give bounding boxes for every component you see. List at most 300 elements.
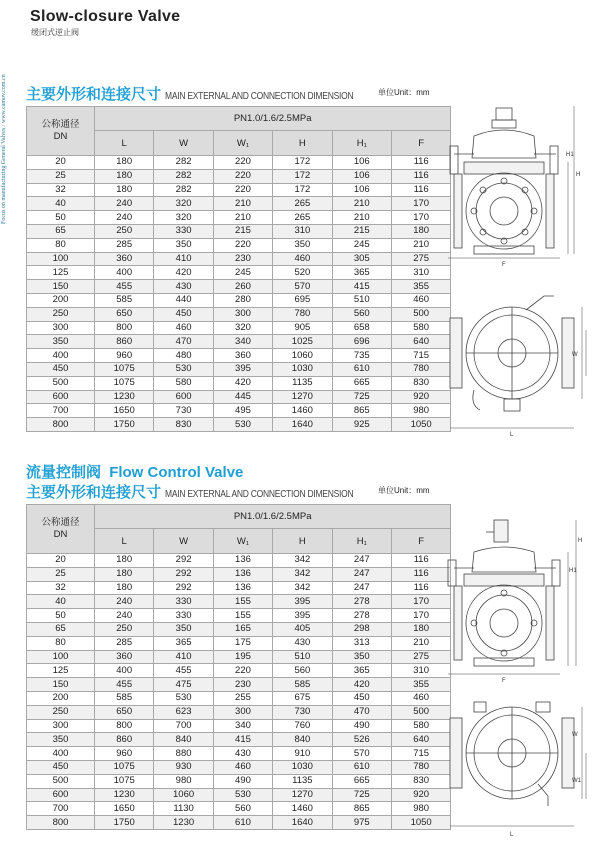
dimension-cell: 365 xyxy=(332,664,391,678)
dimension-cell: 230 xyxy=(213,252,272,266)
dimension-cell: 490 xyxy=(332,719,391,733)
dimension-cell: 310 xyxy=(273,224,332,238)
dimension-cell: 395 xyxy=(213,362,272,376)
col-header: L xyxy=(95,131,154,156)
dimension-cell: 320 xyxy=(154,211,213,225)
section2-subheading xyxy=(26,481,430,502)
dimension-cell: 175 xyxy=(213,636,272,650)
col-header: W xyxy=(154,131,213,156)
page-subtitle: 缓闭式逆止阀 xyxy=(31,28,79,37)
dimension-cell: 455 xyxy=(95,280,154,294)
dimension-cell: 278 xyxy=(332,595,391,609)
dimension-cell: 910 xyxy=(273,747,332,761)
dimension-cell: 780 xyxy=(391,362,450,376)
dimension-cell: 980 xyxy=(391,404,450,418)
dimension-cell: 1650 xyxy=(95,802,154,816)
dimension-cell: 172 xyxy=(273,156,332,170)
col-header: W xyxy=(154,529,213,554)
dn-cell: 25 xyxy=(27,169,95,183)
dimension-cell: 1030 xyxy=(273,362,332,376)
table-row xyxy=(27,719,451,733)
dimension-cell: 210 xyxy=(332,197,391,211)
dimension-cell: 292 xyxy=(154,567,213,581)
dimension-cell: 210 xyxy=(332,211,391,225)
dimension-cell: 280 xyxy=(213,293,272,307)
dimension-cell: 210 xyxy=(213,197,272,211)
dimension-cell: 360 xyxy=(95,252,154,266)
dimension-cell: 1050 xyxy=(391,418,450,432)
dimension-cell: 172 xyxy=(273,169,332,183)
dimension-cell: 155 xyxy=(213,609,272,623)
dimension-cell: 240 xyxy=(95,211,154,225)
dimension-cell: 610 xyxy=(332,760,391,774)
dimension-cell: 1270 xyxy=(273,788,332,802)
dimension-cell: 865 xyxy=(332,802,391,816)
dimension-cell: 830 xyxy=(391,376,450,390)
dimension-cell: 585 xyxy=(273,678,332,692)
dimension-cell: 865 xyxy=(332,404,391,418)
dimension-cell: 340 xyxy=(213,719,272,733)
dimension-cell: 305 xyxy=(332,252,391,266)
dimension-cell: 780 xyxy=(391,760,450,774)
dimension-cell: 245 xyxy=(332,238,391,252)
dimension-cell: 395 xyxy=(273,609,332,623)
dimension-cell: 405 xyxy=(273,622,332,636)
dimension-cell: 420 xyxy=(154,266,213,280)
dimension-cell: 250 xyxy=(95,224,154,238)
dimension-cell: 665 xyxy=(332,376,391,390)
dimension-cell: 240 xyxy=(95,595,154,609)
dimension-cell: 292 xyxy=(154,554,213,568)
dimension-cell: 265 xyxy=(273,211,332,225)
table-row xyxy=(27,321,451,335)
dn-cell: 150 xyxy=(27,678,95,692)
dimension-cell: 170 xyxy=(391,595,450,609)
dimension-cell: 395 xyxy=(273,595,332,609)
table-row xyxy=(27,335,451,349)
dimension-cell: 180 xyxy=(95,554,154,568)
dimension-cell: 1050 xyxy=(391,816,450,830)
dimension-cell: 500 xyxy=(391,705,450,719)
valve-top-drawing-1 xyxy=(444,290,594,440)
dimension-cell: 696 xyxy=(332,335,391,349)
dimension-cell: 960 xyxy=(95,349,154,363)
dimension-cell: 1640 xyxy=(273,816,332,830)
valve-front-drawing-2 xyxy=(444,512,594,692)
dimension-cell: 350 xyxy=(332,650,391,664)
table-row xyxy=(27,293,451,307)
dimension-cell: 1460 xyxy=(273,802,332,816)
dimension-cell: 355 xyxy=(391,280,450,294)
dimension-cell: 640 xyxy=(391,335,450,349)
dimension-cell: 455 xyxy=(95,678,154,692)
dimension-cell: 1075 xyxy=(95,774,154,788)
col-header: H xyxy=(273,529,332,554)
dimension-cell: 292 xyxy=(154,581,213,595)
dimension-cell: 415 xyxy=(213,733,272,747)
dimension-cell: 800 xyxy=(95,719,154,733)
dimension-cell: 400 xyxy=(95,266,154,280)
dim-label-H: H xyxy=(578,538,583,544)
col-header: L xyxy=(95,529,154,554)
dimension-cell: 880 xyxy=(154,747,213,761)
dimension-cell: 440 xyxy=(154,293,213,307)
dimension-cell: 240 xyxy=(95,609,154,623)
dimension-cell: 415 xyxy=(332,280,391,294)
dimension-cell: 930 xyxy=(154,760,213,774)
table-row xyxy=(27,678,451,692)
table-row xyxy=(27,376,451,390)
dimension-cell: 136 xyxy=(213,567,272,581)
dn-cell: 350 xyxy=(27,335,95,349)
section2-title-cn: 主要外形和连接尺寸 xyxy=(26,484,162,501)
dimension-cell: 623 xyxy=(154,705,213,719)
dimension-cell: 180 xyxy=(95,567,154,581)
dimension-cell: 116 xyxy=(391,169,450,183)
dimension-cell: 350 xyxy=(154,622,213,636)
table-row xyxy=(27,774,451,788)
dimension-cell: 455 xyxy=(154,664,213,678)
dimension-cell: 282 xyxy=(154,169,213,183)
dn-cell: 65 xyxy=(27,622,95,636)
table-row xyxy=(27,280,451,294)
dimension-cell: 470 xyxy=(332,705,391,719)
dn-cell: 300 xyxy=(27,321,95,335)
table-row xyxy=(27,197,451,211)
table-row xyxy=(27,747,451,761)
dimension-cell: 116 xyxy=(391,183,450,197)
dimension-cell: 460 xyxy=(391,691,450,705)
dimension-cell: 1750 xyxy=(95,816,154,830)
dn-cell: 50 xyxy=(27,609,95,623)
col-header: F xyxy=(391,529,450,554)
dimension-cell: 725 xyxy=(332,788,391,802)
dimension-cell: 155 xyxy=(213,595,272,609)
dn-cell: 300 xyxy=(27,719,95,733)
dimension-cell: 650 xyxy=(95,307,154,321)
dn-cell: 800 xyxy=(27,418,95,432)
dimension-cell: 530 xyxy=(154,362,213,376)
dimension-cell: 247 xyxy=(332,581,391,595)
dimension-cell: 165 xyxy=(213,622,272,636)
dimension-cell: 520 xyxy=(273,266,332,280)
valve-front-drawing-1 xyxy=(444,96,594,276)
dimension-cell: 420 xyxy=(213,376,272,390)
table-row xyxy=(27,567,451,581)
table-row xyxy=(27,664,451,678)
dn-header: 公称通径 DN xyxy=(27,505,95,554)
dim-label-L: L xyxy=(510,832,514,838)
table-row xyxy=(27,760,451,774)
table-row xyxy=(27,224,451,238)
dimension-cell: 925 xyxy=(332,418,391,432)
dimension-cell: 760 xyxy=(273,719,332,733)
dimension-cell: 106 xyxy=(332,156,391,170)
dimension-cell: 695 xyxy=(273,293,332,307)
dn-cell: 80 xyxy=(27,636,95,650)
table-row xyxy=(27,636,451,650)
dimension-cell: 730 xyxy=(154,404,213,418)
table-row xyxy=(27,595,451,609)
col-header: H₁ xyxy=(332,529,391,554)
page-title: Slow-closure Valve xyxy=(30,8,181,25)
dimension-cell: 700 xyxy=(154,719,213,733)
dn-cell: 20 xyxy=(27,554,95,568)
dimension-cell: 116 xyxy=(391,581,450,595)
dimension-cell: 170 xyxy=(391,609,450,623)
dimension-table-1 xyxy=(26,106,451,432)
dn-cell: 450 xyxy=(27,760,95,774)
dimension-cell: 510 xyxy=(273,650,332,664)
dimension-cell: 342 xyxy=(273,567,332,581)
dimension-cell: 725 xyxy=(332,390,391,404)
dimension-cell: 830 xyxy=(154,418,213,432)
dimension-cell: 1640 xyxy=(273,418,332,432)
col-header: F xyxy=(391,131,450,156)
dimension-cell: 730 xyxy=(273,705,332,719)
dimension-cell: 410 xyxy=(154,650,213,664)
dn-cell: 65 xyxy=(27,224,95,238)
dimension-cell: 247 xyxy=(332,567,391,581)
dimension-cell: 282 xyxy=(154,183,213,197)
dimension-cell: 255 xyxy=(213,691,272,705)
dimension-cell: 285 xyxy=(95,636,154,650)
dimension-cell: 215 xyxy=(332,224,391,238)
dn-cell: 350 xyxy=(27,733,95,747)
dimension-cell: 560 xyxy=(213,802,272,816)
dn-cell: 250 xyxy=(27,705,95,719)
dimension-cell: 960 xyxy=(95,747,154,761)
dimension-cell: 180 xyxy=(391,622,450,636)
pn-header: PN1.0/1.6/2.5MPa xyxy=(95,107,451,131)
dimension-cell: 342 xyxy=(273,581,332,595)
dn-cell: 40 xyxy=(27,595,95,609)
dimension-cell: 180 xyxy=(95,156,154,170)
dn-cell: 125 xyxy=(27,266,95,280)
dimension-cell: 365 xyxy=(154,636,213,650)
table-row xyxy=(27,307,451,321)
table-row xyxy=(27,650,451,664)
dimension-cell: 640 xyxy=(391,733,450,747)
section1-unit: 单位Unit：mm xyxy=(378,88,430,97)
col-header: W₁ xyxy=(213,529,272,554)
dimension-cell: 365 xyxy=(332,266,391,280)
dimension-cell: 560 xyxy=(273,664,332,678)
dimension-cell: 275 xyxy=(391,650,450,664)
dimension-cell: 136 xyxy=(213,554,272,568)
dimension-cell: 430 xyxy=(154,280,213,294)
dimension-cell: 570 xyxy=(273,280,332,294)
dimension-cell: 610 xyxy=(213,816,272,830)
dn-cell: 20 xyxy=(27,156,95,170)
dimension-cell: 580 xyxy=(391,321,450,335)
dimension-cell: 278 xyxy=(332,609,391,623)
section2-heading xyxy=(26,461,243,482)
dn-cell: 400 xyxy=(27,349,95,363)
dimension-cell: 400 xyxy=(95,664,154,678)
table-row xyxy=(27,581,451,595)
dimension-cell: 330 xyxy=(154,595,213,609)
dimension-cell: 860 xyxy=(95,733,154,747)
dimension-cell: 320 xyxy=(154,197,213,211)
dimension-cell: 830 xyxy=(391,774,450,788)
table-row xyxy=(27,554,451,568)
dimension-cell: 247 xyxy=(332,554,391,568)
col-header: W₁ xyxy=(213,131,272,156)
table-row xyxy=(27,266,451,280)
dimension-cell: 580 xyxy=(391,719,450,733)
table-row xyxy=(27,609,451,623)
dn-cell: 25 xyxy=(27,567,95,581)
section1-heading xyxy=(26,83,430,104)
dimension-cell: 470 xyxy=(154,335,213,349)
dimension-cell: 1750 xyxy=(95,418,154,432)
dn-cell: 250 xyxy=(27,307,95,321)
dimension-table-2 xyxy=(26,504,451,830)
dimension-cell: 106 xyxy=(332,183,391,197)
dimension-cell: 300 xyxy=(213,705,272,719)
dimension-cell: 285 xyxy=(95,238,154,252)
dim-label-L: L xyxy=(510,432,514,438)
dimension-cell: 180 xyxy=(95,183,154,197)
table-row xyxy=(27,622,451,636)
dimension-cell: 330 xyxy=(154,609,213,623)
col-header: H₁ xyxy=(332,131,391,156)
dimension-cell: 840 xyxy=(154,733,213,747)
dimension-cell: 1075 xyxy=(95,376,154,390)
dn-cell: 500 xyxy=(27,376,95,390)
dimension-cell: 180 xyxy=(391,224,450,238)
dim-label-H1: H1 xyxy=(566,152,574,158)
col-header: H xyxy=(273,131,332,156)
dimension-cell: 220 xyxy=(213,183,272,197)
dn-header: 公称通径 DN xyxy=(27,107,95,156)
dn-cell: 200 xyxy=(27,691,95,705)
dimension-cell: 310 xyxy=(391,664,450,678)
table-row xyxy=(27,418,451,432)
dimension-cell: 1135 xyxy=(273,774,332,788)
dimension-cell: 360 xyxy=(95,650,154,664)
dimension-cell: 1230 xyxy=(95,788,154,802)
dimension-cell: 340 xyxy=(213,335,272,349)
dn-cell: 80 xyxy=(27,238,95,252)
dimension-cell: 320 xyxy=(213,321,272,335)
table-row xyxy=(27,362,451,376)
dimension-cell: 495 xyxy=(213,404,272,418)
dimension-cell: 136 xyxy=(213,581,272,595)
dimension-cell: 450 xyxy=(154,307,213,321)
dn-cell: 700 xyxy=(27,802,95,816)
dimension-cell: 475 xyxy=(154,678,213,692)
dimension-cell: 1075 xyxy=(95,362,154,376)
dimension-cell: 240 xyxy=(95,197,154,211)
dimension-cell: 800 xyxy=(95,321,154,335)
dn-cell: 100 xyxy=(27,252,95,266)
dn-cell: 600 xyxy=(27,788,95,802)
dimension-cell: 460 xyxy=(391,293,450,307)
dimension-cell: 313 xyxy=(332,636,391,650)
dimension-cell: 860 xyxy=(95,335,154,349)
table-row xyxy=(27,349,451,363)
dimension-cell: 920 xyxy=(391,788,450,802)
dimension-cell: 1130 xyxy=(154,802,213,816)
dimension-cell: 1135 xyxy=(273,376,332,390)
dimension-cell: 526 xyxy=(332,733,391,747)
dimension-cell: 116 xyxy=(391,156,450,170)
dimension-cell: 430 xyxy=(273,636,332,650)
dimension-cell: 170 xyxy=(391,211,450,225)
dimension-cell: 500 xyxy=(391,307,450,321)
dimension-cell: 282 xyxy=(154,156,213,170)
dimension-cell: 1230 xyxy=(154,816,213,830)
section2-unit: 单位Unit：mm xyxy=(378,486,430,495)
dn-cell: 125 xyxy=(27,664,95,678)
dn-cell: 200 xyxy=(27,293,95,307)
dimension-cell: 585 xyxy=(95,691,154,705)
dimension-cell: 210 xyxy=(391,238,450,252)
dimension-cell: 245 xyxy=(213,266,272,280)
dimension-cell: 715 xyxy=(391,349,450,363)
section2-heading-cn: 流量控制阀 xyxy=(26,464,102,481)
dimension-cell: 172 xyxy=(273,183,332,197)
dimension-cell: 530 xyxy=(154,691,213,705)
dn-cell: 50 xyxy=(27,211,95,225)
dn-cell: 32 xyxy=(27,581,95,595)
dimension-cell: 310 xyxy=(391,266,450,280)
table-row xyxy=(27,733,451,747)
dimension-cell: 230 xyxy=(213,678,272,692)
dimension-cell: 220 xyxy=(213,238,272,252)
dimension-cell: 460 xyxy=(154,321,213,335)
dimension-cell: 675 xyxy=(273,691,332,705)
dn-cell: 40 xyxy=(27,197,95,211)
dimension-cell: 460 xyxy=(273,252,332,266)
dim-label-W: W xyxy=(572,732,578,738)
dimension-cell: 715 xyxy=(391,747,450,761)
dimension-cell: 275 xyxy=(391,252,450,266)
dimension-cell: 215 xyxy=(213,224,272,238)
dn-cell: 400 xyxy=(27,747,95,761)
dim-label-W1: W1 xyxy=(572,778,581,784)
dn-cell: 600 xyxy=(27,390,95,404)
dn-cell: 500 xyxy=(27,774,95,788)
dimension-cell: 330 xyxy=(154,224,213,238)
dim-label-F: F xyxy=(502,262,506,268)
dimension-cell: 260 xyxy=(213,280,272,294)
dimension-cell: 250 xyxy=(95,622,154,636)
dimension-cell: 905 xyxy=(273,321,332,335)
dimension-cell: 170 xyxy=(391,197,450,211)
table-row xyxy=(27,390,451,404)
dimension-cell: 116 xyxy=(391,554,450,568)
dimension-cell: 585 xyxy=(95,293,154,307)
dimension-cell: 1060 xyxy=(273,349,332,363)
dimension-cell: 1460 xyxy=(273,404,332,418)
section1-title-cn: 主要外形和连接尺寸 xyxy=(26,86,162,103)
dimension-cell: 220 xyxy=(213,664,272,678)
table-row xyxy=(27,691,451,705)
dimension-cell: 580 xyxy=(154,376,213,390)
table-row xyxy=(27,705,451,719)
dimension-cell: 510 xyxy=(332,293,391,307)
dimension-cell: 1075 xyxy=(95,760,154,774)
dn-cell: 450 xyxy=(27,362,95,376)
dimension-cell: 980 xyxy=(391,802,450,816)
dn-cell: 100 xyxy=(27,650,95,664)
table-row xyxy=(27,211,451,225)
valve-top-drawing-2 xyxy=(444,696,594,842)
side-website-text: Focus on manufacturing General Valves / www.camov.com.cn xyxy=(1,74,7,224)
